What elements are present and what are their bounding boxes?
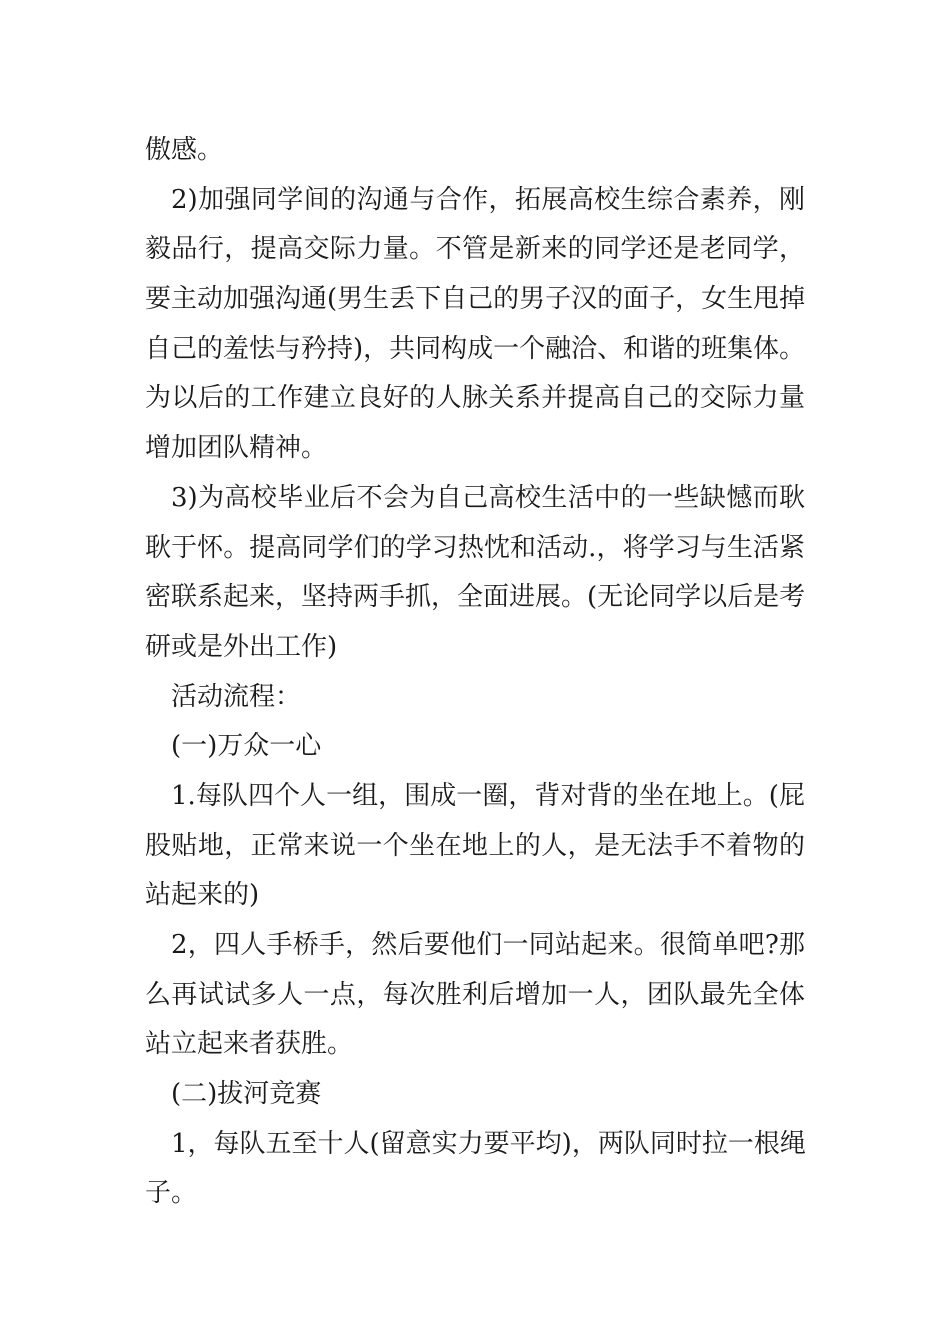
text-line: 耿于怀。提高同学们的学习热忱和活动.，将学习与生活紧 [145,532,805,563]
text-line: 站立起来者获胜。 [145,1029,354,1060]
section-heading: 活动流程： [171,681,302,712]
text-line: 2，四人手桥手，然后要他们一同站起来。很简单吧?那 [171,930,805,960]
text-line: 1，每队五至十人(留意实力要平均)，两队同时拉一根绳 [171,1128,806,1159]
text-line: 1.每队四个人一组，围成一圈，背对背的坐在地上。(屁 [171,780,805,811]
text-line: 自己的羞怯与矜持)，共同构成一个融洽、和谐的班集体。 [145,333,806,364]
text-line: 为以后的工作建立良好的人脉关系并提高自己的交际力量 [145,383,805,414]
text-line: 傲感。 [145,135,224,165]
subsection-heading: (一)万众一心 [171,731,322,762]
text-line: 股贴地，正常来说一个坐在地上的人，是无法手不着物的 [145,830,805,861]
text-line: 么再试试多人一点，每次胜利后增加一人，团队最先全体 [145,979,805,1010]
text-line: 2)加强同学间的沟通与合作，拓展高校生综合素养，刚 [171,184,805,215]
text-line: 研或是外出工作) [145,631,338,662]
document-body [145,126,805,1219]
text-line: 毅品行，提高交际力量。不管是新来的同学还是老同学， [145,234,805,265]
text-line: 3)为高校毕业后不会为自己高校生活中的一些缺憾而耿 [171,482,805,513]
text-line: 要主动加强沟通(男生丢下自己的男子汉的面子，女生甩掉 [145,284,806,315]
text-line: 站起来的) [145,880,260,911]
text-line: 密联系起来，坚持两手抓，全面进展。(无论同学以后是考 [145,582,806,613]
text-line: 子。 [145,1178,198,1209]
text-line: 增加团队精神。 [145,433,328,464]
subsection-heading: (二)拔河竞赛 [171,1079,322,1110]
